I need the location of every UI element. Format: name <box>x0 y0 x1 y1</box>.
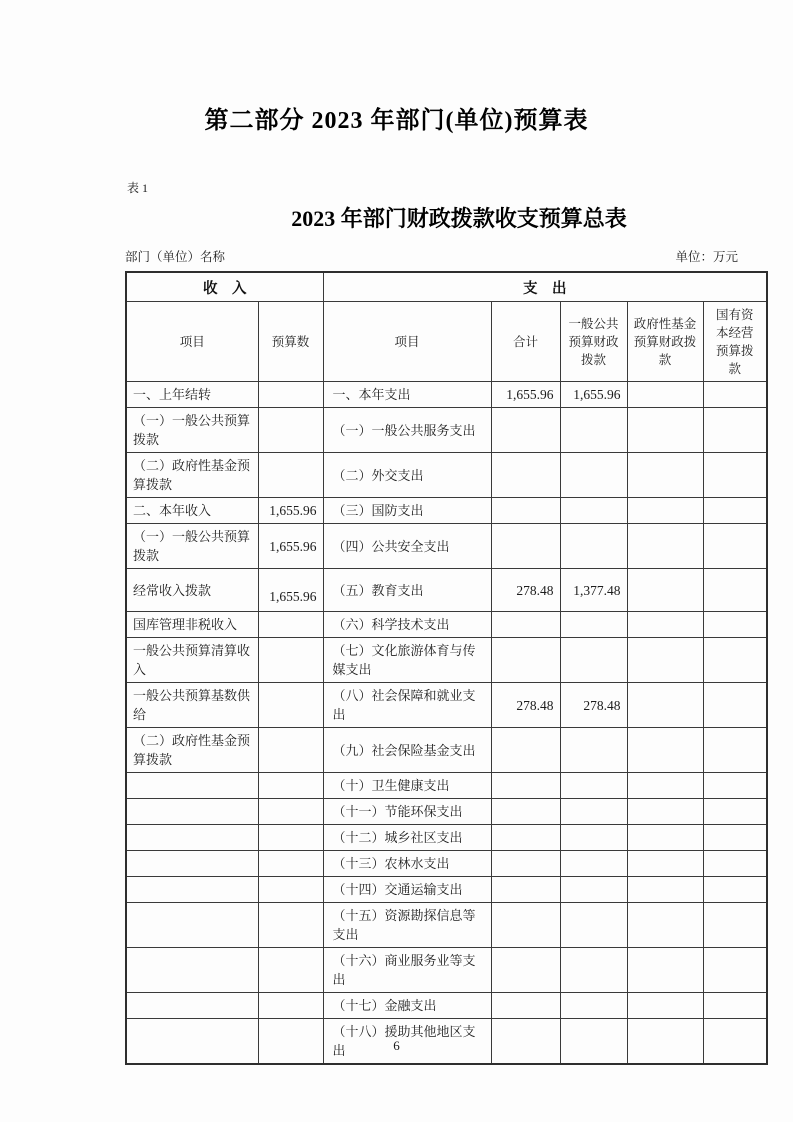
gov-fund-budget-cell <box>627 799 703 825</box>
state-capital-budget-cell <box>703 773 767 799</box>
expenditure-item-cell: （十六）商业服务业等支出 <box>323 948 491 993</box>
gov-fund-budget-cell <box>627 773 703 799</box>
table-row <box>126 498 767 524</box>
expenditure-item-cell: （四）公共安全支出 <box>323 524 491 569</box>
state-capital-budget-cell <box>703 638 767 683</box>
income-budget-cell <box>258 612 323 638</box>
income-budget-cell <box>258 903 323 948</box>
general-public-budget-cell <box>560 993 627 1019</box>
expenditure-total-cell <box>491 524 560 569</box>
expenditure-item-cell: （十四）交通运输支出 <box>323 877 491 903</box>
income-item-cell <box>126 948 258 993</box>
expenditure-total-cell <box>491 612 560 638</box>
income-budget-cell <box>258 453 323 498</box>
income-item-cell: 经常收入拨款 <box>126 569 258 612</box>
expenditure-total-cell: 1,655.96 <box>491 382 560 408</box>
expenditure-total-cell <box>491 728 560 773</box>
gov-fund-budget-cell <box>627 524 703 569</box>
income-budget-cell <box>258 851 323 877</box>
gov-fund-budget-cell <box>627 728 703 773</box>
expenditure-item-cell: （九）社会保险基金支出 <box>323 728 491 773</box>
expenditure-item-cell: （十八）援助其他地区支出 <box>323 1019 491 1065</box>
general-public-budget-cell <box>560 408 627 453</box>
expenditure-item-cell: （三）国防支出 <box>323 498 491 524</box>
expenditure-item-cell: （一）一般公共服务支出 <box>323 408 491 453</box>
gov-fund-budget-cell <box>627 825 703 851</box>
income-item-cell <box>126 993 258 1019</box>
expenditure-total-cell <box>491 851 560 877</box>
table-title: 2023 年部门财政拨款收支预算总表 <box>291 206 627 231</box>
state-capital-budget-cell <box>703 408 767 453</box>
budget-table-body <box>126 382 767 1065</box>
general-public-budget-cell <box>560 851 627 877</box>
state-capital-budget-cell <box>703 683 767 728</box>
expenditure-group-header: 支 出 <box>323 272 767 302</box>
general-public-budget-cell: 1,655.96 <box>560 382 627 408</box>
expenditure-total-cell <box>491 773 560 799</box>
gov-fund-budget-header: 政府性基金预算财政拨款 <box>627 302 703 382</box>
gov-fund-budget-cell <box>627 453 703 498</box>
income-budget-cell <box>258 993 323 1019</box>
income-budget-cell <box>258 799 323 825</box>
expenditure-item-cell: （十一）节能环保支出 <box>323 799 491 825</box>
expenditure-total-cell <box>491 948 560 993</box>
income-budget-cell: 1,655.96 <box>258 524 323 569</box>
general-public-budget-cell <box>560 877 627 903</box>
income-budget-cell <box>258 728 323 773</box>
income-item-cell <box>126 773 258 799</box>
income-item-cell: 一、上年结转 <box>126 382 258 408</box>
expenditure-total-cell: 278.48 <box>491 683 560 728</box>
general-public-budget-cell <box>560 773 627 799</box>
income-budget-cell: 1,655.96 <box>258 498 323 524</box>
income-item-cell: 一般公共预算清算收入 <box>126 638 258 683</box>
table-row <box>126 569 767 612</box>
state-capital-budget-cell <box>703 453 767 498</box>
general-public-budget-cell <box>560 498 627 524</box>
state-capital-budget-cell <box>703 569 767 612</box>
income-item-cell: （二）政府性基金预算拨款 <box>126 453 258 498</box>
expenditure-total-header: 合计 <box>491 302 560 382</box>
gov-fund-budget-cell <box>627 851 703 877</box>
state-capital-budget-cell <box>703 948 767 993</box>
gov-fund-budget-cell <box>627 382 703 408</box>
gov-fund-budget-cell <box>627 498 703 524</box>
expenditure-total-cell <box>491 453 560 498</box>
income-budget-cell <box>258 408 323 453</box>
gov-fund-budget-cell <box>627 683 703 728</box>
table-row <box>126 683 767 728</box>
column-header-row <box>126 302 767 382</box>
expenditure-item-cell: （十五）资源勘探信息等支出 <box>323 903 491 948</box>
expenditure-total-cell <box>491 498 560 524</box>
state-capital-budget-cell <box>703 825 767 851</box>
general-public-budget-cell <box>560 948 627 993</box>
table-row <box>126 728 767 773</box>
section-title: 第二部分 2023 年部门(单位)预算表 <box>204 108 589 134</box>
group-header-row <box>126 272 767 302</box>
expenditure-total-cell <box>491 877 560 903</box>
income-budget-cell: 1,655.96 <box>258 569 323 612</box>
general-public-budget-cell <box>560 612 627 638</box>
gov-fund-budget-cell <box>627 638 703 683</box>
expenditure-total-cell <box>491 638 560 683</box>
state-capital-budget-header: 国有资本经营预算拨款 <box>703 302 767 382</box>
general-public-budget-cell: 278.48 <box>560 683 627 728</box>
gov-fund-budget-cell <box>627 948 703 993</box>
income-group-header: 收 入 <box>126 272 323 302</box>
state-capital-budget-cell <box>703 903 767 948</box>
income-item-cell <box>126 825 258 851</box>
income-item-cell <box>126 877 258 903</box>
income-budget-cell <box>258 877 323 903</box>
general-public-budget-cell: 1,377.48 <box>560 569 627 612</box>
state-capital-budget-cell <box>703 524 767 569</box>
expenditure-total-cell <box>491 799 560 825</box>
table-row <box>126 408 767 453</box>
income-item-cell <box>126 903 258 948</box>
expenditure-item-cell: （六）科学技术支出 <box>323 612 491 638</box>
income-item-cell: 二、本年收入 <box>126 498 258 524</box>
gov-fund-budget-cell <box>627 903 703 948</box>
income-budget-cell <box>258 638 323 683</box>
page-number: 6 <box>393 1038 400 1053</box>
table-row <box>126 877 767 903</box>
department-name-label: 部门（单位）名称 <box>125 250 226 264</box>
income-budget-cell <box>258 683 323 728</box>
table-row <box>126 851 767 877</box>
state-capital-budget-cell <box>703 612 767 638</box>
table-row <box>126 773 767 799</box>
table-row <box>126 382 767 408</box>
income-budget-cell <box>258 382 323 408</box>
income-item-cell: （二）政府性基金预算拨款 <box>126 728 258 773</box>
general-public-budget-cell <box>560 903 627 948</box>
expenditure-total-cell <box>491 408 560 453</box>
general-public-budget-cell <box>560 453 627 498</box>
table-row <box>126 524 767 569</box>
table-label: 表 1 <box>127 181 149 195</box>
income-item-cell: （一）一般公共预算拨款 <box>126 408 258 453</box>
income-item-header: 项目 <box>126 302 258 382</box>
expenditure-item-cell: （十三）农林水支出 <box>323 851 491 877</box>
expenditure-item-cell: （七）文化旅游体育与传媒支出 <box>323 638 491 683</box>
expenditure-item-cell: （十二）城乡社区支出 <box>323 825 491 851</box>
expenditure-total-cell <box>491 903 560 948</box>
expenditure-item-cell: （八）社会保障和就业支出 <box>323 683 491 728</box>
state-capital-budget-cell <box>703 799 767 825</box>
state-capital-budget-cell <box>703 382 767 408</box>
income-budget-header: 预算数 <box>258 302 323 382</box>
gov-fund-budget-cell <box>627 569 703 612</box>
general-public-budget-cell <box>560 825 627 851</box>
budget-table <box>125 271 768 1065</box>
general-public-budget-cell <box>560 799 627 825</box>
expenditure-item-cell: 一、本年支出 <box>323 382 491 408</box>
gov-fund-budget-cell <box>627 612 703 638</box>
expenditure-item-cell: （十七）金融支出 <box>323 993 491 1019</box>
state-capital-budget-cell <box>703 877 767 903</box>
state-capital-budget-cell <box>703 993 767 1019</box>
table-row <box>126 993 767 1019</box>
gov-fund-budget-cell <box>627 877 703 903</box>
income-item-cell: 国库管理非税收入 <box>126 612 258 638</box>
income-item-cell: （一）一般公共预算拨款 <box>126 524 258 569</box>
state-capital-budget-cell <box>703 498 767 524</box>
general-public-budget-cell <box>560 638 627 683</box>
expenditure-item-cell: （二）外交支出 <box>323 453 491 498</box>
table-row <box>126 638 767 683</box>
income-item-cell: 一般公共预算基数供给 <box>126 683 258 728</box>
expenditure-item-header: 项目 <box>323 302 491 382</box>
table-row <box>126 825 767 851</box>
general-public-budget-cell <box>560 524 627 569</box>
income-budget-cell <box>258 948 323 993</box>
income-budget-cell <box>258 773 323 799</box>
table-row <box>126 903 767 948</box>
table-row <box>126 799 767 825</box>
gov-fund-budget-cell <box>627 408 703 453</box>
table-row <box>126 453 767 498</box>
expenditure-item-cell: （十）卫生健康支出 <box>323 773 491 799</box>
income-item-cell <box>126 799 258 825</box>
state-capital-budget-cell <box>703 728 767 773</box>
state-capital-budget-cell <box>703 851 767 877</box>
table-row <box>126 612 767 638</box>
expenditure-total-cell: 278.48 <box>491 569 560 612</box>
income-item-cell <box>126 851 258 877</box>
general-public-budget-header: 一般公共预算财政拨款 <box>560 302 627 382</box>
table-meta-row <box>125 247 766 265</box>
gov-fund-budget-cell <box>627 993 703 1019</box>
expenditure-total-cell <box>491 993 560 1019</box>
unit-label: 单位：万元 <box>675 250 738 264</box>
general-public-budget-cell <box>560 728 627 773</box>
expenditure-item-cell: （五）教育支出 <box>323 569 491 612</box>
table-row <box>126 948 767 993</box>
income-budget-cell <box>258 825 323 851</box>
expenditure-total-cell <box>491 825 560 851</box>
